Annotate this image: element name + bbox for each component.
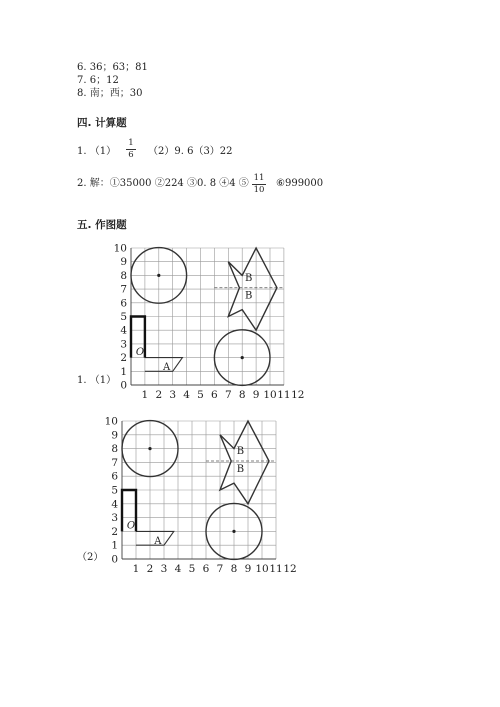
calc-q2-fraction — [252, 174, 266, 195]
section-title-drawing: 五. 作图题 — [77, 219, 127, 231]
fraction-denominator: 6 — [128, 150, 134, 160]
fraction-numerator: 1 — [128, 138, 134, 148]
y-tick-label: 8 — [120, 269, 127, 282]
x-tick-label: 12 — [291, 389, 305, 401]
y-tick-label: 8 — [111, 443, 118, 456]
y-tick-label: 3 — [111, 512, 118, 525]
x-tick-label: 8 — [230, 563, 238, 575]
x-tick-label: 8 — [238, 389, 246, 401]
shape-a — [145, 358, 183, 372]
y-tick-label: 2 — [120, 352, 127, 365]
circle-center-dot — [241, 356, 244, 359]
circle-bottom-right — [206, 503, 262, 559]
figure-2-label: （2） — [77, 552, 104, 563]
y-tick-label: 7 — [111, 456, 118, 469]
circle-center-dot — [232, 530, 235, 533]
label-o: O — [126, 520, 136, 532]
calc-q1-rest: （2）9. 6（3）22 — [148, 146, 233, 157]
y-tick-label: 0 — [120, 379, 127, 392]
label-o: O — [135, 346, 145, 358]
y-tick-label: 9 — [111, 429, 118, 442]
calc-q2-label: 2. 解：①35000 ②224 ③0. 8 ④4 ⑤ — [77, 178, 249, 189]
x-tick-label: 4 — [183, 389, 190, 401]
circle-top-left — [122, 421, 178, 477]
x-tick-label: 12 — [283, 563, 297, 575]
y-tick-label: 4 — [111, 498, 118, 511]
x-tick-label: 2 — [155, 389, 163, 401]
y-tick-label: 9 — [120, 256, 127, 269]
calc-q2-rest: ⑥999000 — [276, 178, 324, 189]
y-tick-label: 1 — [111, 539, 118, 552]
circle-center-dot — [148, 447, 151, 450]
x-tick-label: 3 — [160, 563, 168, 575]
x-tick-label: 11 — [277, 389, 291, 401]
x-tick-label: 5 — [197, 389, 204, 401]
circle-center-dot — [157, 274, 160, 277]
y-tick-label: 6 — [111, 470, 118, 483]
answer-line-6: 6. 36；63；81 — [77, 62, 148, 73]
calc-q1-fraction — [126, 139, 136, 160]
answer-line-7: 7. 6；12 — [77, 75, 119, 86]
arrow-shape — [220, 421, 269, 504]
label-a: A — [154, 535, 162, 547]
y-tick-label: 5 — [111, 484, 118, 497]
x-tick-label: 10 — [263, 389, 277, 401]
y-tick-label: 0 — [111, 553, 118, 566]
calc-q1-label: 1. （1） — [77, 146, 117, 157]
fraction-numerator: 11 — [253, 173, 265, 183]
y-tick-label: 6 — [120, 297, 127, 310]
y-tick-label: 1 — [120, 365, 127, 378]
x-tick-label: 1 — [141, 389, 149, 401]
shape-rotated — [131, 317, 145, 358]
x-tick-label: 10 — [255, 563, 269, 575]
x-tick-label: 11 — [269, 563, 283, 575]
y-tick-label: 7 — [120, 283, 127, 296]
label-b-lower: B — [236, 464, 245, 476]
circle-top-left — [131, 248, 187, 304]
y-tick-label: 5 — [120, 311, 127, 323]
x-tick-label: 9 — [252, 389, 260, 401]
x-tick-label: 4 — [174, 563, 182, 575]
section-title-calculation: 四. 计算题 — [77, 117, 127, 129]
circle-bottom-right — [214, 330, 270, 386]
y-tick-label: 4 — [120, 324, 127, 337]
answer-line-8: 8. 南；西；30 — [77, 88, 143, 99]
arrow-shape — [228, 248, 277, 330]
figure-1-label: 1. （1） — [77, 375, 117, 386]
x-tick-label: 9 — [244, 563, 252, 575]
shape-a — [136, 531, 174, 545]
label-b-lower: B — [244, 290, 253, 302]
label-b-upper: B — [236, 446, 245, 458]
x-tick-label: 7 — [224, 389, 232, 401]
x-tick-label: 1 — [132, 563, 140, 575]
shape-rotated — [122, 490, 136, 531]
x-tick-label: 7 — [216, 563, 224, 575]
x-tick-label: 6 — [202, 563, 210, 575]
label-a: A — [162, 361, 171, 373]
x-tick-label: 6 — [211, 389, 218, 401]
x-tick-label: 3 — [169, 389, 177, 401]
y-tick-label: 10 — [113, 242, 127, 255]
y-tick-label: 3 — [120, 338, 127, 351]
x-tick-label: 5 — [188, 563, 196, 575]
label-b-upper: B — [244, 272, 253, 284]
y-tick-label: 2 — [111, 525, 118, 538]
fraction-denominator: 10 — [253, 185, 265, 195]
y-tick-label: 10 — [104, 415, 118, 428]
x-tick-label: 2 — [146, 563, 154, 575]
